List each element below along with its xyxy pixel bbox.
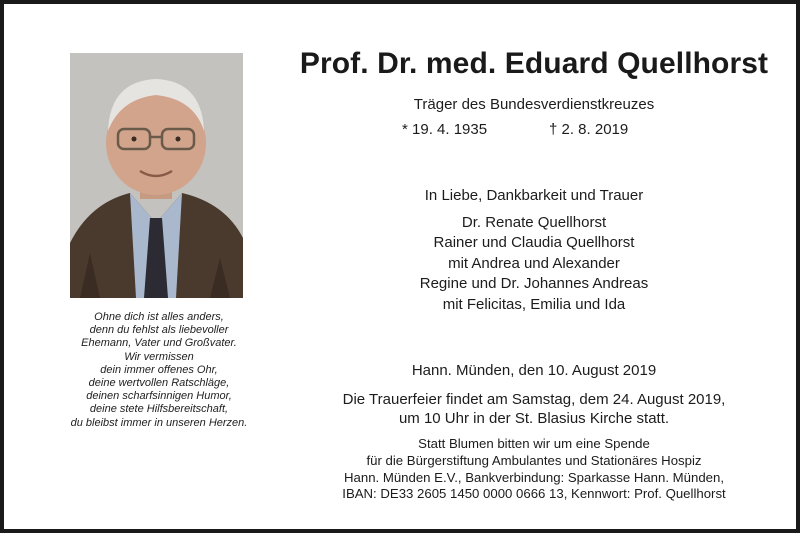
funeral-line: Die Trauerfeier findet am Samstag, dem 24. August 2019, <box>342 391 726 408</box>
donation-line: Hann. Münden E.V., Bankverbindung: Sparkasse Hann. Münden, <box>344 469 724 485</box>
mourner-line: Rainer und Claudia Quellhorst <box>433 234 635 252</box>
deceased-name: Prof. Dr. med. Eduard Quellhorst <box>299 47 769 80</box>
donation-line: für die Bürgerstiftung Ambulantes und Stationäres Hospiz <box>366 452 702 468</box>
mourning-intro: In Liebe, Dankbarkeit und Trauer <box>424 187 644 204</box>
place-date: Hann. Münden, den 10. August 2019 <box>411 362 657 379</box>
mourner-line: Dr. Renate Quellhorst <box>461 213 607 231</box>
funeral-info <box>279 390 789 428</box>
poem-line: deine wertvollen Ratschläge, <box>88 377 230 390</box>
award-line: Träger des Bundesverdienstkreuzes <box>413 96 655 113</box>
funeral-line: um 10 Uhr in der St. Blasius Kirche statt. <box>398 410 670 427</box>
mourners-block <box>279 186 789 316</box>
poem-line: dein immer offenes Ohr, <box>100 363 218 376</box>
donation-info <box>279 436 789 503</box>
obituary-card <box>4 4 796 529</box>
memorial-poem <box>44 311 274 430</box>
portrait-photo <box>70 53 243 298</box>
poem-line: deine stete Hilfsbereitschaft, <box>89 403 229 416</box>
donation-line: IBAN: DE33 2605 1450 0000 0666 13, Kennwort: Prof. Quellhorst <box>342 486 726 502</box>
mourner-line: mit Felicitas, Emilia und Ida <box>442 295 626 313</box>
portrait-illustration <box>70 53 243 298</box>
poem-line: denn du fehlst als liebevoller <box>89 324 229 337</box>
poem-line: Ohne dich ist alles anders, <box>94 311 224 323</box>
poem-line: du bleibst immer in unseren Herzen. <box>70 416 248 429</box>
donation-line: Statt Blumen bitten wir um eine Spende <box>418 436 650 451</box>
poem-line: deinen scharfsinnigen Humor, <box>86 390 232 403</box>
mourner-line: Regine und Dr. Johannes Andreas <box>419 275 649 293</box>
poem-line: Ehemann, Vater und Großvater. <box>81 337 237 350</box>
mourner-line: mit Andrea und Alexander <box>448 254 620 272</box>
birth-date: * 19. 4. 1935 <box>402 121 488 138</box>
death-date: † 2. 8. 2019 <box>549 121 629 138</box>
poem-line: Wir vermissen <box>124 350 194 363</box>
